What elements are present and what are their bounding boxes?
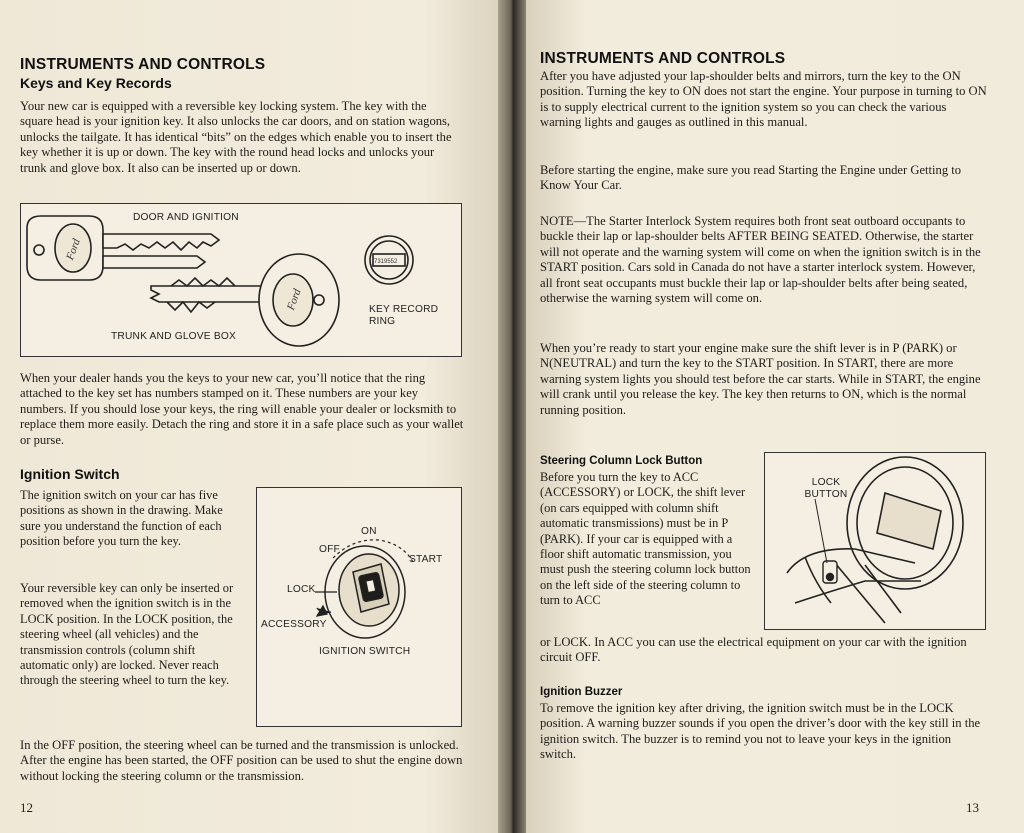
right-page-number: 13: [966, 800, 979, 815]
right-heading: INSTRUMENTS AND CONTROLS: [540, 50, 786, 67]
ignition-key-icon: [27, 216, 219, 280]
right-paragraph-2: Before starting the engine, make sure you read Starting the Engine under Getting to Know Your Car.: [540, 163, 962, 193]
ignition-buzzer-paragraph: To remove the ignition key after driving, the ignition switch must be in the LOCK position. A warning buzzer sounds if you open the driver’s door with the key still in the ignition switch. The buzzer is to remind you not to leave your keys in the ignition switch.: [540, 701, 981, 762]
ring-number: 7319552: [374, 259, 398, 265]
steering-lock-paragraph: Before you turn the key to ACC (ACCESSORY) or LOCK, the shift lever (on cars equipped with column shift automatic transmissions) must be in P (PARK). If your car is equipped with a floor shift automatic transmission, you must push the steering column lock button on the left side of the steering column to turn to ACC: [540, 470, 751, 608]
steering-lock-subheading: Steering Column Lock Button: [540, 455, 703, 467]
lock-button-label: LOCK BUTTON: [804, 477, 848, 500]
trunk-key-brand: Ford: [284, 287, 304, 312]
keys-illustration: [21, 204, 463, 358]
keys-paragraph: Your new car is equipped with a reversible key locking system. The key with the square head is your ignition key. It also unlocks the car doors, and on station wagons, unlocks the tailgate. It has identical “bits” on the edges which enable you to insert the key whether it is up or down. The key with the round head locks and unlocks your trunk and glove box. It also can be inserted up or down.: [20, 99, 452, 175]
door-ignition-label: DOOR AND IGNITION: [133, 212, 239, 223]
left-page-number: 12: [20, 800, 33, 815]
left-heading: INSTRUMENTS AND CONTROLS: [20, 56, 266, 73]
steering-lock-continued: or LOCK. In ACC you can use the electrical equipment on your car with the ignition circuit OFF.: [540, 635, 967, 665]
ignition-subheading: Ignition Switch: [20, 466, 120, 482]
keys-subheading: Keys and Key Records: [20, 75, 172, 91]
start-position-label: START: [409, 554, 443, 565]
book-gutter: [498, 0, 526, 833]
ignition-key-brand: Ford: [64, 237, 83, 262]
trunk-glove-box-label: TRUNK AND GLOVE BOX: [111, 331, 236, 342]
ignition-switch-figure: [256, 487, 462, 727]
ignition-switch-illustration: [257, 488, 463, 728]
key-record-ring-label: KEY RECORD RING: [369, 304, 439, 327]
left-page: [0, 0, 498, 833]
ready-to-start-paragraph: When you’re ready to start your engine make sure the shift lever is in P (PARK) or N(NEUTRAL) and turn the key to the START position. In START, there are more warning system lights you should test before the car starts. While in START, the engine will crank until you release the key. The key then returns to ON, which is the normal running position.: [540, 341, 981, 417]
ignition-paragraph-1: The ignition switch on your car has five positions as shown in the drawing. Make sure you understand the function of each position before you turn the key.: [20, 488, 223, 549]
starter-interlock-note: NOTE—The Starter Interlock System requires both front seat outboard occupants to buckle their lap or lap-shoulder belts AFTER BEING SEATED. Otherwise, the starter will not operate and the warning system will come on when the ignition switch is in the START position. Cars sold in Canada do not have a starter interlock system. However, all front seat occupants must buckle their lap or lap-shoulder belts after being seated, otherwise the warning system will come on.: [540, 214, 981, 306]
key-figure: [20, 203, 462, 357]
off-position-paragraph: In the OFF position, the steering wheel can be turned and the transmission is unlocked. After the engine has been started, the OFF position can be used to shut the engine down without locking the steering column or the transmission.: [20, 738, 463, 783]
ignition-buzzer-subheading: Ignition Buzzer: [540, 686, 623, 698]
on-position-label: ON: [361, 526, 377, 537]
right-page: [526, 0, 1024, 833]
dealer-paragraph: When your dealer hands you the keys to your new car, you’ll notice that the ring attached to the key set has numbers stamped on it. These numbers are your key numbers. If you should lose your keys, the ring will enable your dealer or locksmith to replace them more easily. Detach the ring and store it in a safe place such as your wallet or purse.: [20, 371, 464, 447]
accessory-position-label: ACCESSORY: [261, 619, 327, 630]
ignition-switch-caption: IGNITION SWITCH: [319, 646, 411, 657]
right-paragraph-1: After you have adjusted your lap-shoulder belts and mirrors, turn the key to the ON position. Turning the key to ON does not start the engine. Your purpose in turning to ON is to supply electrical current to the ignition system so you can check the various warning lights and gauges as outlined in this manual.: [540, 69, 987, 130]
ignition-paragraph-2: Your reversible key can only be inserted or removed when the ignition switch is in the LOCK position. In the LOCK position, the steering wheel (all vehicles) and the transmission controls (column shift automatic only) are locked. Never reach through the steering wheel to turn the key.: [20, 581, 234, 688]
off-position-label: OFF: [319, 544, 340, 555]
steering-column-figure: [764, 452, 986, 630]
lock-position-label: LOCK: [287, 584, 316, 595]
